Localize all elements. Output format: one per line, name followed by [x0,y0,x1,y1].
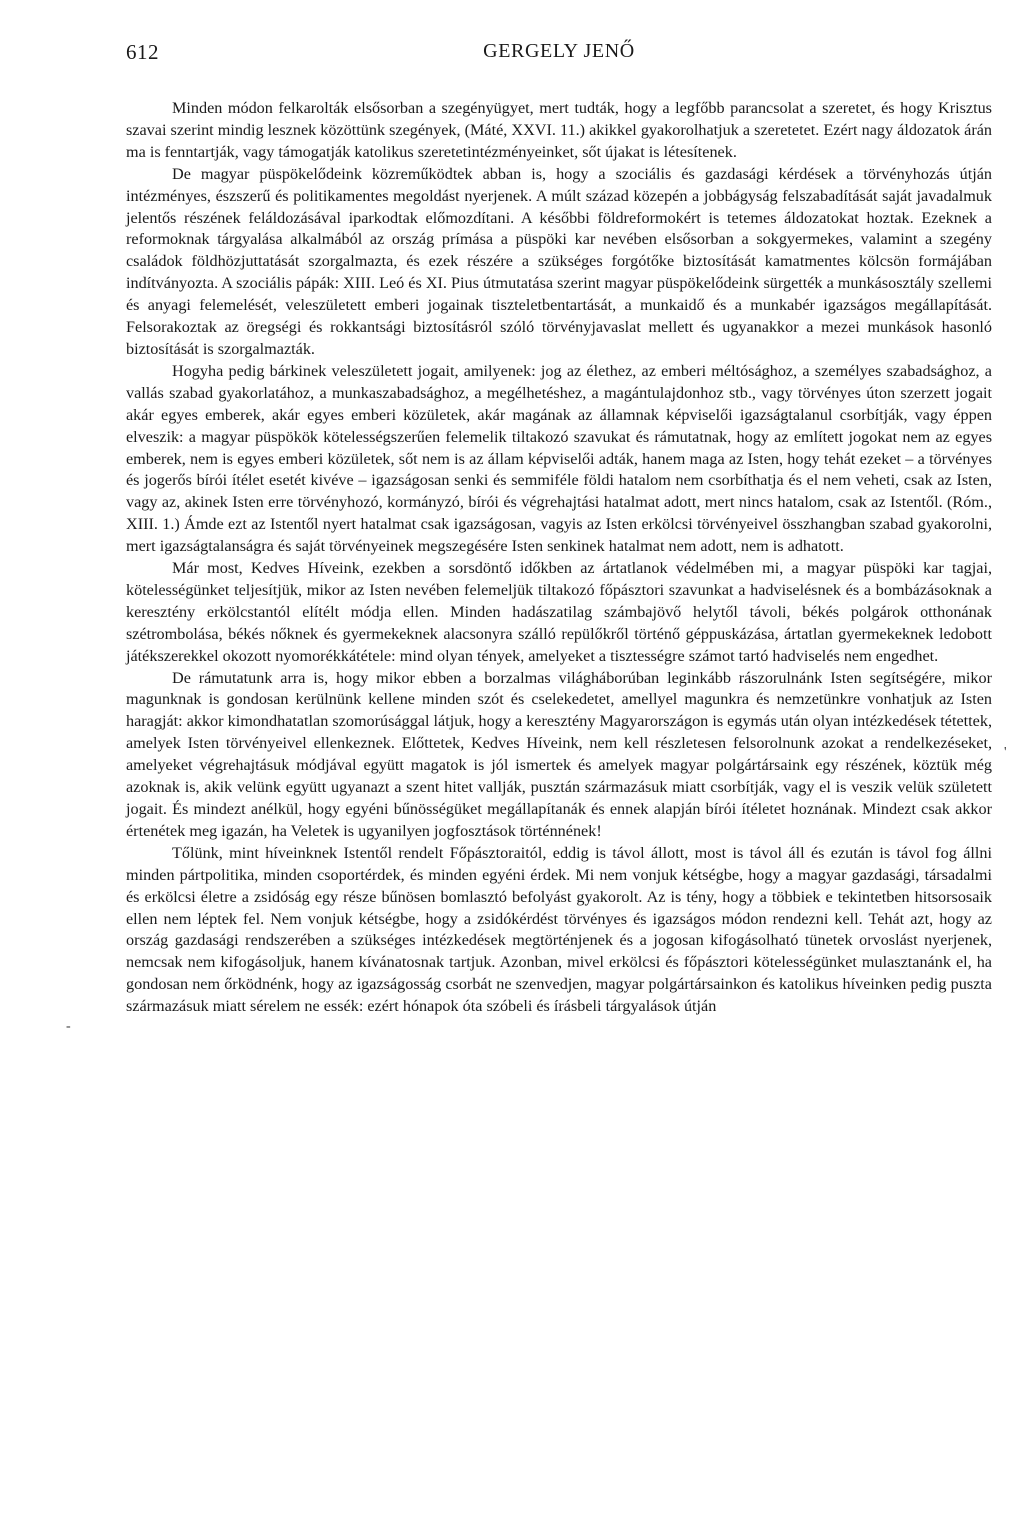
paragraph: De rámutatunk arra is, hogy mikor ebben a borzalmas világháborúban leginkább rászorulnánk Isten segítségére, mikor magunknak is gondosan kerülnünk kellene minden szót és cselekedetet, amellyel magunkra és nemzetünkre vonhatjuk az Isten haragját: akkor kimondhatatlan szomorúsággal látjuk, hogy a keresztény Magyarországon is egymás után olyan intézkedések tétettek, amelyek Isten törvényeivel ellenkeznek. Előttetek, Kedves Híveink, nem kell részletesen felsorolnunk azokat a rendelkezéseket, amelyeket végrehajtásuk módjával együtt magatok is jól ismertek és amelyek magyar polgártársaink egy részének, köztük még azoknak is, akik velünk együtt ugyanazt a szent hitet vallják, pusztán származásuk miatt csorbítják, vagy el is veszik velük született jogait. És mindezt anélkül, hogy egyéni bűnösségüket megállapítanák és ennek alapján bírói ítéletet hoznának. Mindezt csak akkor értenétek meg igazán, ha Veletek is ugyanilyen jogfosztások történnének! [126,668,992,840]
paragraph: De magyar püspökelődeink közreműködtek abban is, hogy a szociális és gazdasági kérdések a törvényhozás útján intézményes, észszerű és politikamentes megoldást nyerjenek. A múlt század közepén a jobbágyság felszabadítását saját javadalmuk jelentős részének feláldozásával iparkodtak előmozdítani. A későbbi földreformokért is tetemes áldozatokat hoztak. Ezeknek a reformoknak tárgyalása alkalmából az ország prímása a püspöki kar nevében elsősorban a sokgyermekes, valamint a szegény családok földhözjuttatását szorgalmazta, és ezek részére a szükséges forgótőke biztosítását kamatmentes kölcsön formájában indítványozta. A szociális pápák: XIII. Leó és XI. Pius útmutatása szerint magyar püspökelődeink sürgették a munkásosztály szellemi és anyagi felemelését, veleszületett emberi jogainak tiszteletbentartását, a munkaidő és a munkabér igazságos megállapítását. Felsorakoztak az öregségi és rokkantsági biztosításról szóló törvényjavaslat mellett és ugyanakkor a mezei munkások hasonló biztosítását is szorgalmazták. [126,164,992,358]
margin-tick-mark: ' [1004,745,1007,760]
running-head: GERGELY JENŐ [483,40,635,62]
paragraph: Már most, Kedves Híveink, ezekben a sorsdöntő időkben az ártatlanok védelmében mi, a magyar püspöki kar tagjai, kötelességünket teljesítjük, mikor az Isten nevében felemeljük tiltakozó főpásztori szavunkat a hadviselésnek és a bombázásoknak a keresztény erkölcstantól elítélt módja ellen. Minden hadászatilag számbajövő helytől távoli, békés polgárok otthonának szétrombolása, békés nőknek és gyermekeknek alacsonyra szálló repülőkről történő géppuskázása, ártatlan gyermekeknek ledobott játékszerekkel okozott nyomorékkátétele: mind olyan tények, amelyeket a tisztességre számot tartó hadviselés nem engedhet. [126,559,992,665]
page-header [126,40,992,70]
paragraph: Tőlünk, mint híveinknek Istentől rendelt Főpásztoraitól, eddig is távol állott, most is távol áll és ezután is távol fog állni minden pártpolitika, minden csoportérdek, és minden egyéni érdek. Mi nem vonjuk kétségbe, hogy a magyar gazdasági, társadalmi és erkölcsi életre a zsidóság egy része bűnösen bomlasztó befolyást gyakorolt. Az is tény, hogy a többiek e tekintetben hitsorsosaik ellen nem léptek fel. Nem vonjuk kétségbe, hogy a zsidókérdést törvényes és igazságos módon rendezni kell. Tehát azt, hogy az ország gazdasági rendszerében a szükséges intézkedések megtörténjenek és a jogosan kifogásolható tünetek orvoslást nyerjenek, nemcsak nem kifogásoljuk, hanem kívánatosnak tartjuk. Azonban, mivel erkölcsi és főpásztori kötelességünket mulasztanánk el, ha gondosan nem őrködnénk, hogy az igazságosság csorbát ne szenvedjen, magyar polgártársainkon és katolikus híveinken pedig puszta származásuk miatt sérelem ne essék: ezért hónapok óta szóbeli és írásbeli tárgyalások útján [126,843,992,1016]
margin-dash-mark: - [66,1019,71,1034]
paragraph: Minden módon felkarolták elsősorban a szegényügyet, mert tudták, hogy a legfőbb parancsolat a szeretet, és hogy Krisztus szavai szerint mindig lesznek közöttünk szegények, (Máté, XXVI. 11.) akikkel gyakorolhatjuk a szeretetet. Ezért nagy áldozatok árán ma is fenntartják, vagy támogatják katolikus szeretetintézményeinket, sőt újakat is létesítenek. [126,99,992,161]
page-number: 612 [126,40,159,64]
body-text [126,98,992,1018]
paragraph: Hogyha pedig bárkinek veleszületett jogait, amilyenek: jog az élethez, az emberi méltósághoz, a személyes szabadsághoz, a vallás szabad gyakorlatához, a munkaszabadsághoz, a megélhetéshez, a magántulajdonhoz stb., vagy törvényes úton szerzett jogait akár egyes emberek, akár egyes emberi közületek, akár magának az államnak képviselői igazságtalanul csorbítják, vagy éppen elveszik: a magyar püspökök kötelességszerűen felemelik tiltakozó szavukat és rámutatnak, hogy az említett jogokat nem az egyes emberek, nem is egyes emberi közületek, sőt nem is az állam képviselői adták, hanem maga az Isten, hogy tehát ezeket – a törvényes és jogerős bírói ítélet esetét kivéve – igazságosan senki és semmiféle földi hatalom nem csorbíthatja és el nem veheti, csak az Isten, vagy az, akinek Isten erre törvényhozó, kormányzó, bírói és végrehajtási hatalmat adott, mert nincs hatalom, csak az Istentől. (Róm., XIII. 1.) Ámde ezt az Istentől nyert hatalmat csak igazságosan, vagyis az Isten erkölcsi törvényeivel összhangban szabad gyakorolni, mert igazságtalanságra és saját törvényeinek megszegésére Isten senkinek hatalmat nem adott, nem is adhatott. [126,361,992,556]
